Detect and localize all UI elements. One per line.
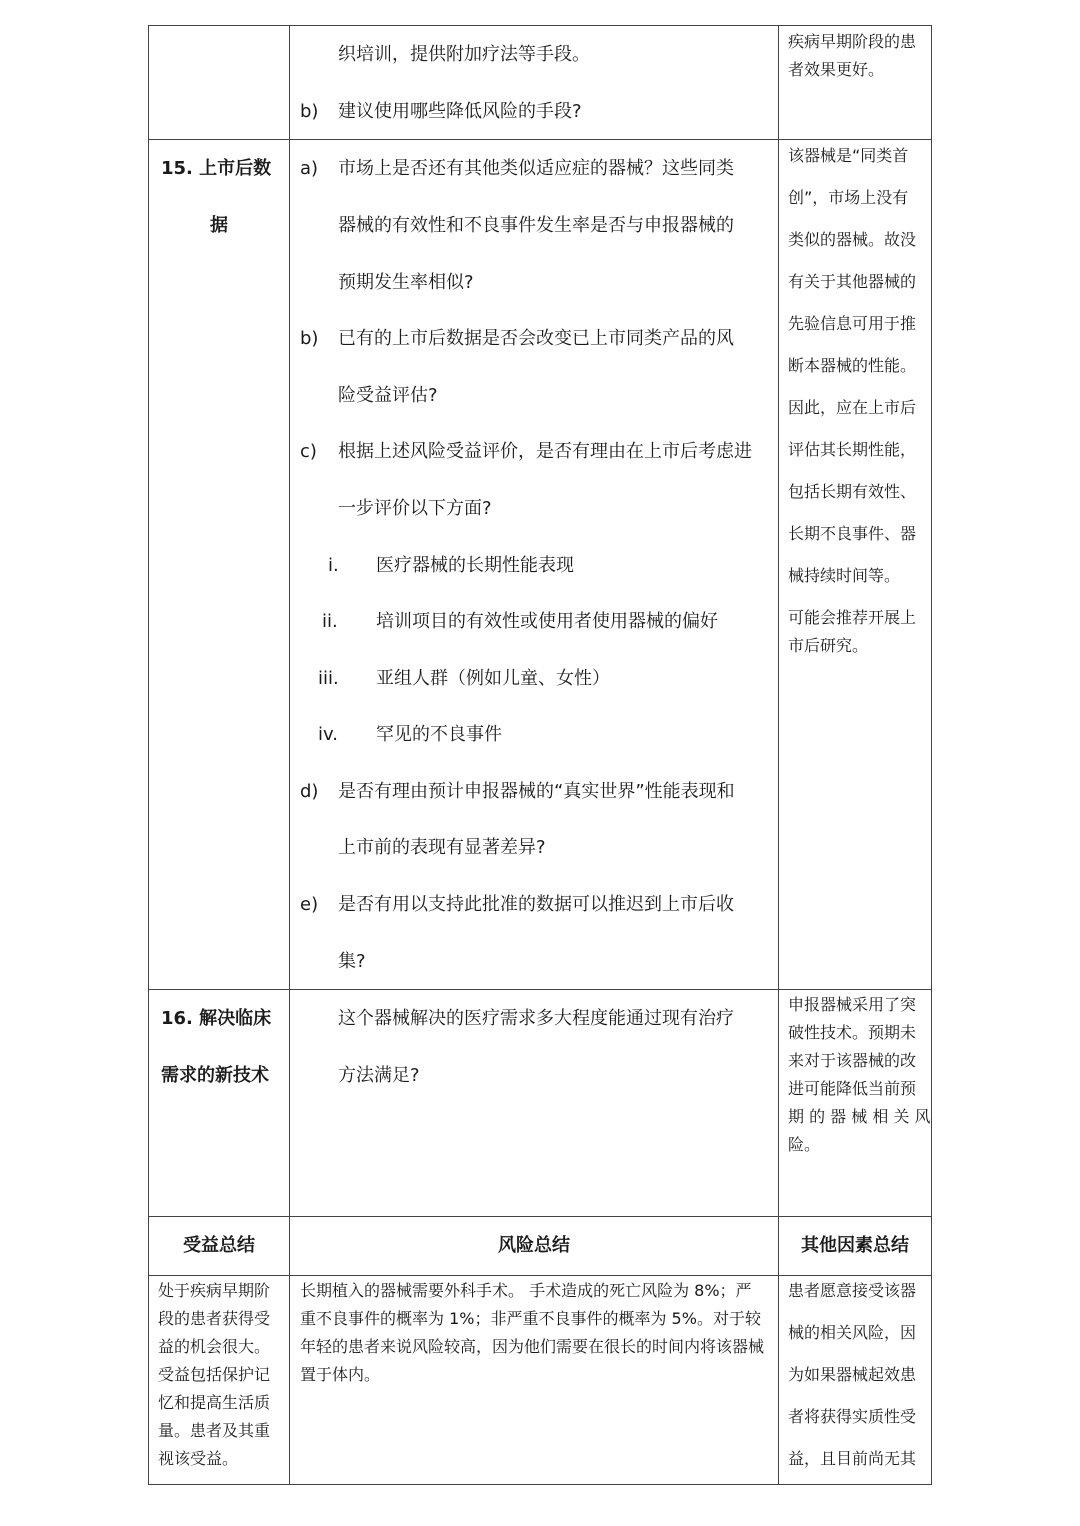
question-marker: b) [300,101,319,122]
column-divider [778,25,779,1485]
comment-text: 长期不良事件、器 [788,524,917,543]
row-divider [148,989,932,990]
question-text: 已有的上市后数据是否会改变已上市同类产品的风 [338,328,734,349]
risk-summary-text: 年轻的患者来说风险较高，因为他们需要在很长的时间内将该器械 [300,1337,765,1356]
question-marker: b) [300,328,319,349]
subitem-text: 培训项目的有效性或使用者使用器械的偏好 [376,611,718,632]
question-text: 一步评价以下方面? [338,498,492,519]
subitem-marker: ii. [322,611,338,632]
risk-summary-text: 置于体内。 [300,1365,381,1384]
comment-text: 期 的 器 械 相 关 风 [788,1107,931,1126]
benefit-summary-text: 处于疾病早期阶 [158,1281,271,1300]
question-text: 预期发生率相似? [338,272,474,293]
benefit-summary-text: 段的患者获得受 [158,1309,271,1328]
benefit-summary-text: 忆和提高生活质 [158,1393,271,1412]
other-summary-text: 益，且目前尚无其 [788,1449,917,1468]
column-divider [289,25,290,1485]
question-marker: d) [300,781,319,802]
row-divider [148,1216,932,1217]
risk-summary-text: 重不良事件的概率为 1%；非严重不良事件的概率为 5%。对于较 [300,1309,761,1328]
subitem-marker: iv. [318,724,338,745]
comment-text: 评估其长期性能， [788,440,917,459]
question-text: 根据上述风险受益评价，是否有理由在上市后考虑进 [338,441,752,462]
comment-text: 断本器械的性能。 [788,356,917,375]
comment-text: 因此，应在上市后 [788,398,917,417]
row-title: 据 [210,215,228,236]
question-marker: a) [300,158,319,179]
benefit-summary-text: 受益包括保护记 [158,1365,271,1384]
comment-text: 市后研究。 [788,636,869,655]
question-text: 织培训，提供附加疗法等手段。 [338,44,590,65]
question-text: 集? [338,951,366,972]
benefit-summary-text: 视该受益。 [158,1449,239,1468]
subitem-text: 医疗器械的长期性能表现 [376,555,574,576]
question-text: 建议使用哪些降低风险的手段? [338,101,582,122]
benefit-summary-text: 益的机会很大。 [158,1337,271,1356]
other-summary-text: 械的相关风险，因 [788,1323,917,1342]
comment-text: 进可能降低当前预 [788,1079,917,1098]
comment-text: 创”，市场上没有 [788,188,909,207]
risk-summary-text: 长期植入的器械需要外科手术。 手术造成的死亡风险为 8%；严 [300,1281,752,1300]
other-summary-text: 者将获得实质性受 [788,1407,917,1426]
benefit-summary-header: 受益总结 [183,1235,255,1256]
question-marker: c) [300,441,317,462]
subitem-text: 亚组人群（例如儿童、女性） [376,668,610,689]
question-marker: e) [300,894,319,915]
other-summary-text: 患者愿意接受该器 [788,1281,917,1300]
comment-text: 者效果更好。 [788,60,885,79]
comment-text: 可能会推荐开展上 [788,608,917,627]
question-text: 是否有理由预计申报器械的“真实世界”性能表现和 [338,781,735,802]
comment-text: 来对于该器械的改 [788,1051,917,1070]
comment-text: 有关于其他器械的 [788,272,917,291]
row-divider [148,139,932,140]
question-text: 这个器械解决的医疗需求多大程度能通过现有治疗 [338,1008,734,1029]
comment-text: 险。 [788,1135,821,1154]
subitem-marker: iii. [318,668,339,689]
other-summary-header: 其他因素总结 [801,1235,909,1256]
question-text: 是否有用以支持此批准的数据可以推迟到上市后收 [338,894,734,915]
row-title: 16. 解决临床 [161,1008,272,1029]
question-text: 上市前的表现有显著差异? [338,837,546,858]
question-text: 方法满足? [338,1065,420,1086]
risk-summary-header: 风险总结 [498,1235,570,1256]
comment-text: 械持续时间等。 [788,566,901,585]
row-divider [148,1275,932,1276]
comment-text: 疾病早期阶段的患 [788,32,917,51]
question-text: 市场上是否还有其他类似适应症的器械？这些同类 [338,158,734,179]
benefit-summary-text: 量。患者及其重 [158,1421,271,1440]
comment-text: 类似的器械。故没 [788,230,917,249]
comment-text: 破性技术。预期未 [788,1023,917,1042]
subitem-marker: i. [328,555,339,576]
question-text: 器械的有效性和不良事件发生率是否与申报器械的 [338,215,734,236]
question-text: 险受益评估? [338,385,438,406]
subitem-text: 罕见的不良事件 [376,724,502,745]
comment-text: 申报器械采用了突 [788,995,917,1014]
comment-text: 该器械是“同类首 [788,146,909,165]
comment-text: 先验信息可用于推 [788,314,917,333]
row-title: 15. 上市后数 [161,158,272,179]
other-summary-text: 为如果器械起效患 [788,1365,917,1384]
comment-text: 包括长期有效性、 [788,482,917,501]
row-title: 需求的新技术 [161,1065,269,1086]
